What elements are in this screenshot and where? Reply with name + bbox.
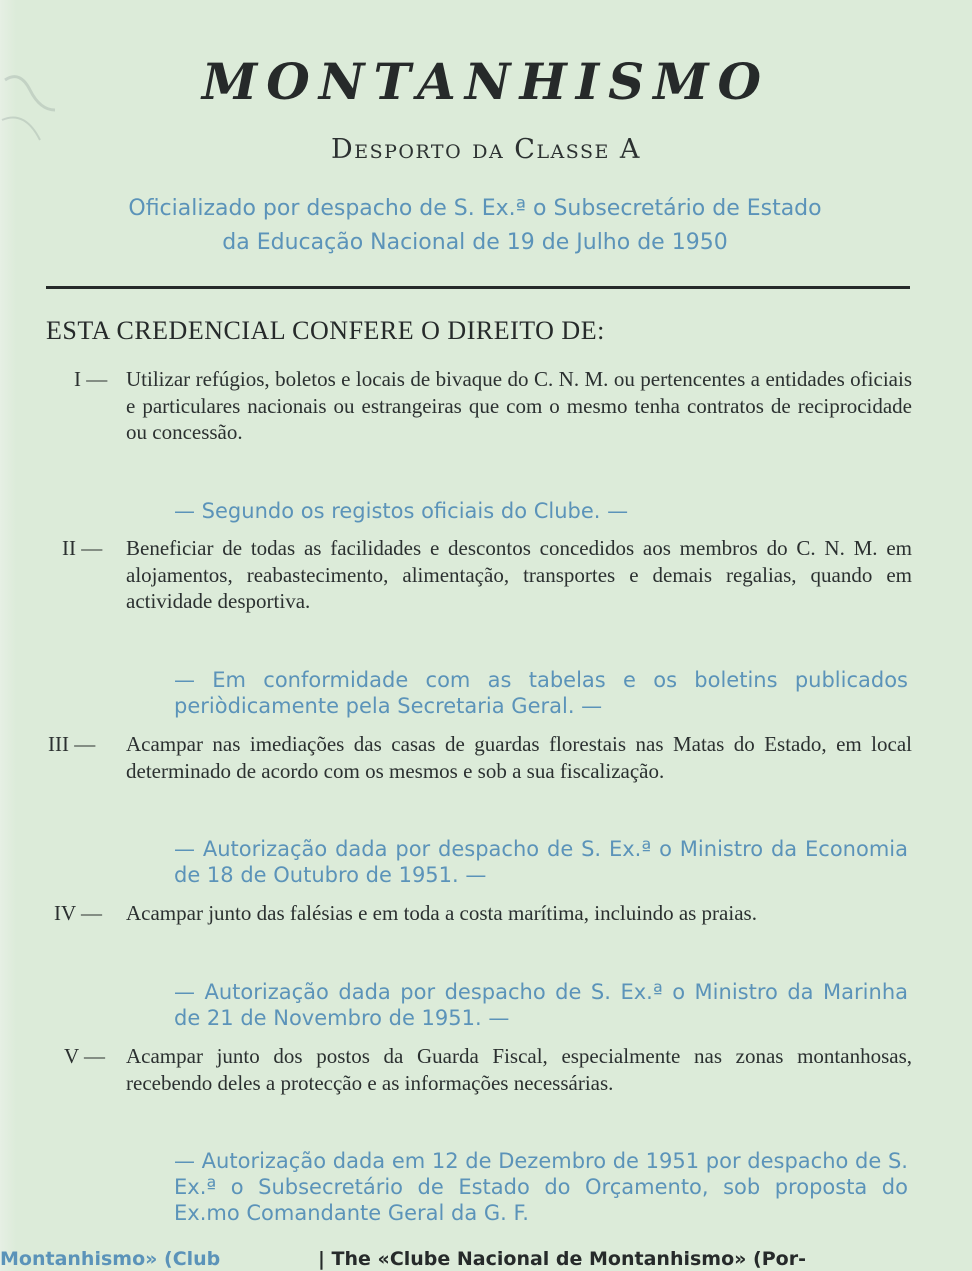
item-number: II — (62, 536, 103, 560)
page-title: MONTANHISMO (201, 52, 771, 111)
section-heading: ESTA CREDENCIAL CONFERE O DIREITO DE: (46, 316, 605, 345)
item-text: Acampar junto das falésias e em toda a costa marítima, incluindo as praias. (126, 901, 757, 925)
item-note: — Autorização dada em 12 de Dezembro de 1951 por despacho de S. Ex.ª o Subsecretário de Estado do Orçamento, sob proposta do Ex.mo Comandante Geral da G. F. (174, 1149, 908, 1225)
official-line-1: Oficializado por despacho de S. Ex.ª o Subsecretário de Estado (128, 196, 822, 221)
item-number: IV — (54, 901, 103, 925)
footer-left-text: Montanhismo» (Club (0, 1248, 221, 1270)
official-line-2: da Educação Nacional de 19 de Julho de 1950 (222, 230, 728, 255)
item-text: Acampar junto dos postos da Guarda Fiscal, especialmente nas zonas montanhosas, recebendo deles a protecção e as informações necessárias. (126, 1044, 912, 1095)
footer-strip (0, 1248, 972, 1271)
item-text: Beneficiar de todas as facilidades e descontos concedidos aos membros do C. N. M. em alojamentos, reabastecimento, alimentação, transportes e demais regalias, quando em actividade desportiva. (126, 536, 912, 613)
page-subtitle: Desporto da Classe A (331, 134, 641, 165)
item-number: V — (64, 1044, 106, 1068)
item-note: — Autorização dada por despacho de S. Ex.ª o Ministro da Economia de 18 de Outubro de 1951. — (174, 837, 908, 887)
item-note: — Em conformidade com as tabelas e os boletins publicados periòdicamente pela Secretaria Geral. — (174, 668, 908, 718)
official-notice (40, 192, 910, 260)
paper-edge (0, 0, 16, 1271)
item-number: I — (74, 367, 108, 391)
item-note: — Autorização dada por despacho de S. Ex.ª o Ministro da Marinha de 21 de Novembro de 1951. — (174, 980, 908, 1030)
item-number: III — (48, 732, 96, 756)
item-text: Utilizar refúgios, boletos e locais de bivaque do C. N. M. ou pertencentes a entidades oficiais e particulares nacionais ou estrangeiras que com o mesmo tenha contratos de reciprocidade ou concessão. (126, 367, 912, 444)
footer-right-text: | The «Clube Nacional de Montanhismo» (Por- (318, 1248, 806, 1270)
item-text: Acampar nas imediações das casas de guardas florestais nas Matas do Estado, em local determinado de acordo com os mesmos e sob a sua fiscalização. (126, 732, 912, 783)
item-note: — Segundo os registos oficiais do Clube. — (174, 499, 629, 523)
divider (46, 286, 910, 289)
